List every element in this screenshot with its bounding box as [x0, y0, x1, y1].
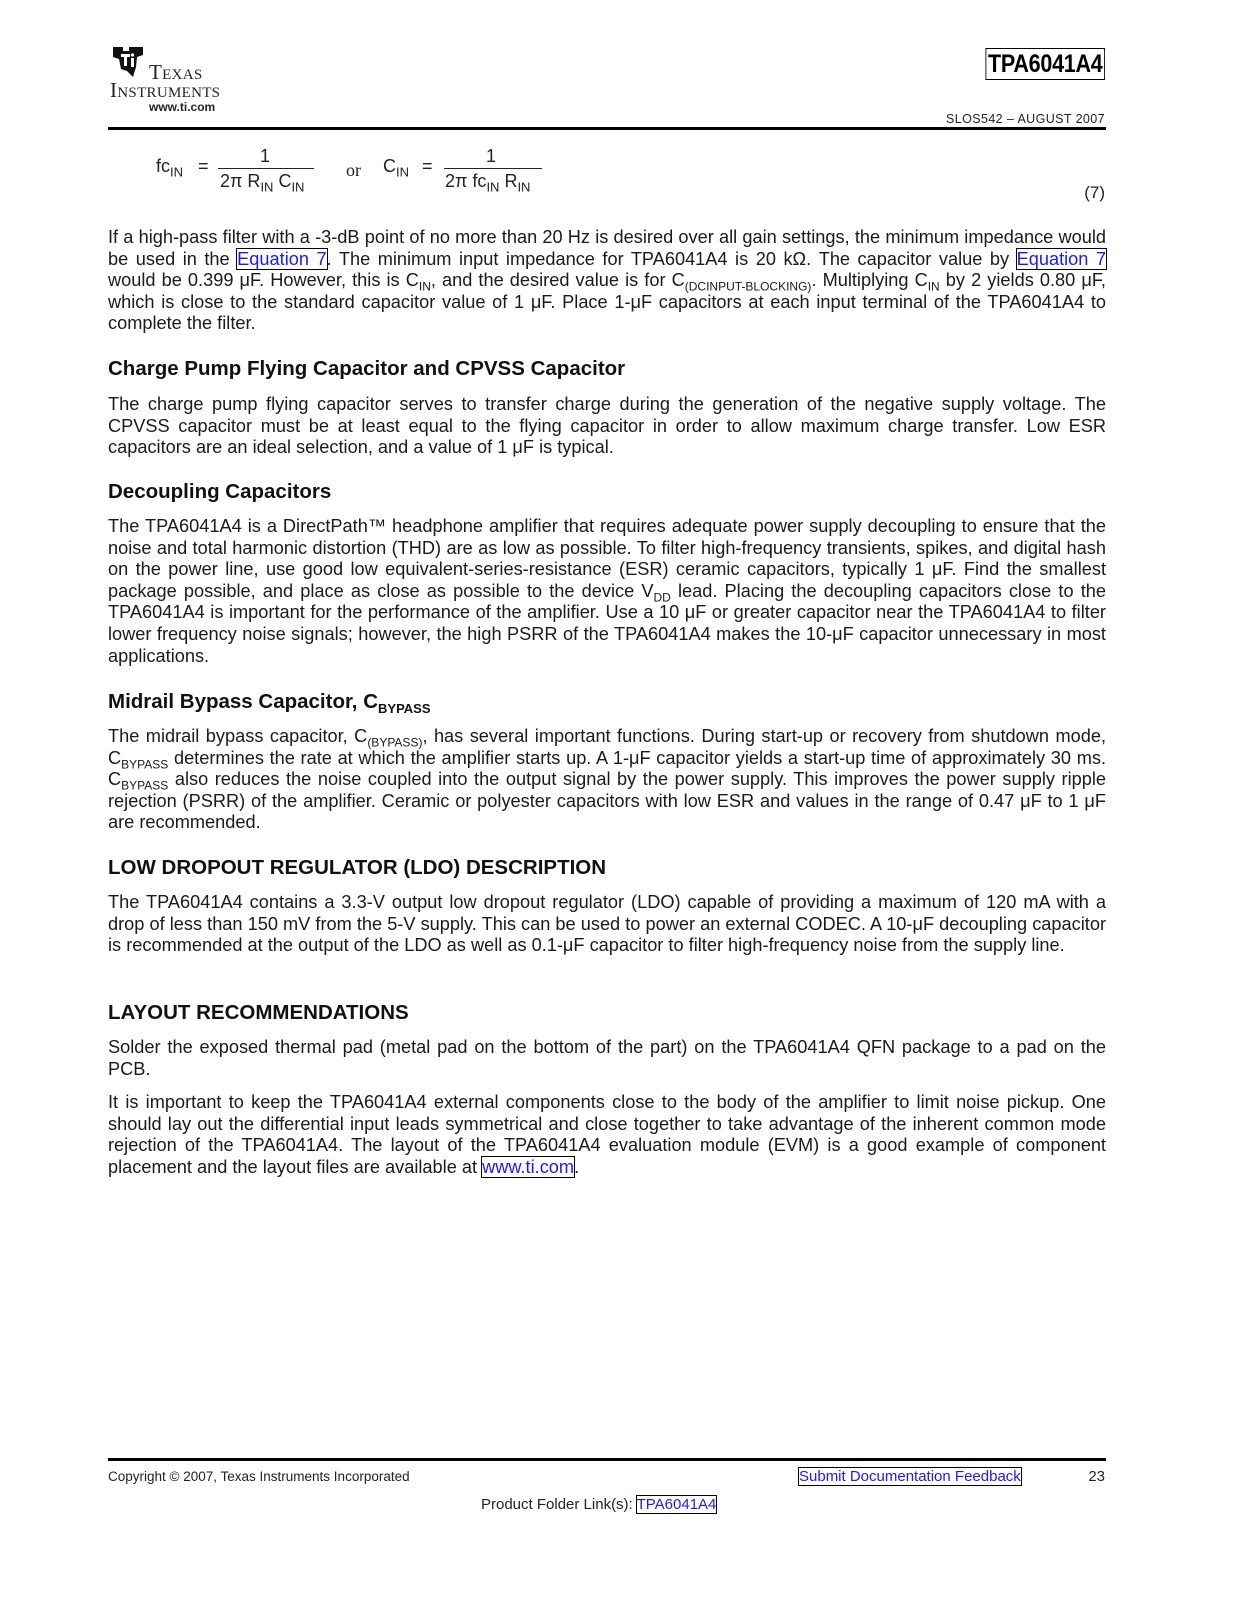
heading-charge-pump: Charge Pump Flying Capacitor and CPVSS Capacitor — [108, 357, 626, 380]
header-rule — [108, 127, 1106, 130]
heading-midrail-bypass: Midrail Bypass Capacitor, $C_{BYPASS}$ — [108, 690, 431, 717]
paragraph-charge-pump: The charge pump flying capacitor serves to transfer charge during the generation of the negative supply voltage. The CPVSS capacitor must be at least equal to the flying capacitor in order to allow maximum charge transfer. Low ESR capacitors are an ideal selection, and a value of 1 μF is typical. — [108, 394, 1106, 458]
eq-num2: 1 — [486, 146, 497, 166]
copyright: Copyright © 2007, Texas Instruments Incorporated — [108, 1469, 410, 1484]
eq-fraction-bar-1 — [218, 168, 314, 169]
heading-ldo: LOW DROPOUT REGULATOR (LDO) DESCRIPTION — [108, 856, 607, 879]
eq-equals1: = — [198, 156, 209, 176]
eq-den1: 2π $R_{IN}$ $C_{IN}$ — [220, 171, 305, 195]
page-number: 23 — [1088, 1468, 1105, 1485]
ti-logo — [109, 45, 259, 115]
document-id: SLOS542 – AUGUST 2007 — [946, 112, 1105, 126]
eq-den2: 2π $fc_{IN}$ $R_{IN}$ — [445, 171, 531, 195]
ti-website-link[interactable]: www.ti.com — [482, 1156, 575, 1177]
equation-7-link[interactable]: Equation 7 — [237, 248, 327, 269]
ti-logo-icon — [109, 45, 147, 79]
product-folder-links — [481, 1496, 716, 1513]
paragraph-midrail-bypass: The midrail bypass capacitor, $C_{(BYPASS)}$, has several important functions. During start-up or recovery from shutdown mode, $C_{BYPASS}$ determines the rate at which the amplifier starts up. A 1-μF capacitor yields a start-up time of approximately 30 ms. $C_{BYPASS}$ also reduces the noise coupled into the output signal by the power supply. This improves the power supply ripple rejection (PSRR) of the amplifier. Ceramic or polyester capacitors with low ESR and values in the range of 0.47 μF to 1 μF are recommended. — [108, 726, 1106, 833]
paragraph-layout-thermal-pad: Solder the exposed thermal pad (metal pad on the bottom of the part) on the TPA6041A4 QFN package to a pad on the PCB. — [108, 1037, 1106, 1079]
eq-or: or — [346, 160, 361, 180]
heading-decoupling: Decoupling Capacitors — [108, 480, 332, 503]
eq-equals2: = — [422, 156, 433, 176]
footer-rule — [108, 1458, 1106, 1461]
eq-num1: 1 — [260, 146, 271, 166]
equation-7 — [108, 146, 1106, 206]
part-number-link[interactable]: TPA6041A4 — [985, 48, 1105, 80]
paragraph-decoupling: The TPA6041A4 is a DirectPath™ headphone amplifier that requires adequate power supply decoupling to ensure that the noise and total harmonic distortion (THD) are as low as possible. To filter high-frequency transients, spikes, and digital hash on the power line, use good low equivalent-series-resistance (ESR) ceramic capacitors, typically 1 μF. Find the smallest package possible, and place as close as possible to the device $V_{DD}$ lead. Placing the decoupling capacitors close to the TPA6041A4 is important for the performance of the amplifier. Use a 10 μF or greater capacitor near the TPA6041A4 to filter lower frequency noise signals; however, the high PSRR of the TPA6041A4 makes the 10-μF capacitor unnecessary in most applications. — [108, 516, 1106, 666]
eq-fraction-bar-2 — [444, 168, 542, 169]
submit-feedback-link[interactable]: Submit Documentation Feedback — [799, 1468, 1021, 1485]
equation-number: (7) — [1084, 183, 1105, 202]
logo-instruments-text: Instruments — [110, 78, 221, 102]
paragraph-high-pass: If a high-pass filter with a -3-dB point of no more than 20 Hz is desired over all gain settings, the minimum impedance would be used in the Equation 7. The minimum input impedance for TPA6041A4 is 20 kΩ. The capacitor value by Equation 7 would be 0.399 μF. However, this is $C_{IN}$, and the desired value is for $C_{(DCINPUT-BLOCKING)}$. Multiplying $C_{IN}$ by 2 yields 0.80 μF, which is close to the standard capacitor value of 1 μF. Place 1-μF capacitors at each input terminal of the TPA6041A4 to complete the filter. — [108, 227, 1107, 334]
heading-layout: LAYOUT RECOMMENDATIONS — [108, 1001, 409, 1024]
logo-texas-text: Texas — [149, 60, 203, 84]
eq-lhs2: $C_{IN}$ — [383, 156, 409, 180]
paragraph-ldo: The TPA6041A4 contains a 3.3-V output low dropout regulator (LDO) capable of providing a maximum of 120 mA with a drop of less than 150 mV from the 5-V supply. This can be used to power an external CODEC. A 10-μF decoupling capacitor is recommended at the output of the LDO as well as 0.1-μF capacitor to filter high-frequency noise from the supply line. — [108, 892, 1106, 956]
product-folder-link[interactable]: TPA6041A4 — [636, 1496, 717, 1513]
paragraph-layout-components: It is important to keep the TPA6041A4 external components close to the body of the amplifier to limit noise pickup. One should lay out the differential input leads symmetrical and close together to take advantage of the inherent common mode rejection of the TPA6041A4. The layout of the TPA6041A4 evaluation module (EVM) is a good example of component placement and the layout files are available at www.ti.com. — [108, 1092, 1106, 1177]
equation-7-link[interactable]: Equation 7 — [1016, 248, 1107, 269]
eq-lhs1: $fc_{IN}$ — [156, 156, 184, 180]
product-folder-label: Product Folder Link(s): — [481, 1496, 637, 1513]
logo-website: www.ti.com — [149, 100, 216, 114]
